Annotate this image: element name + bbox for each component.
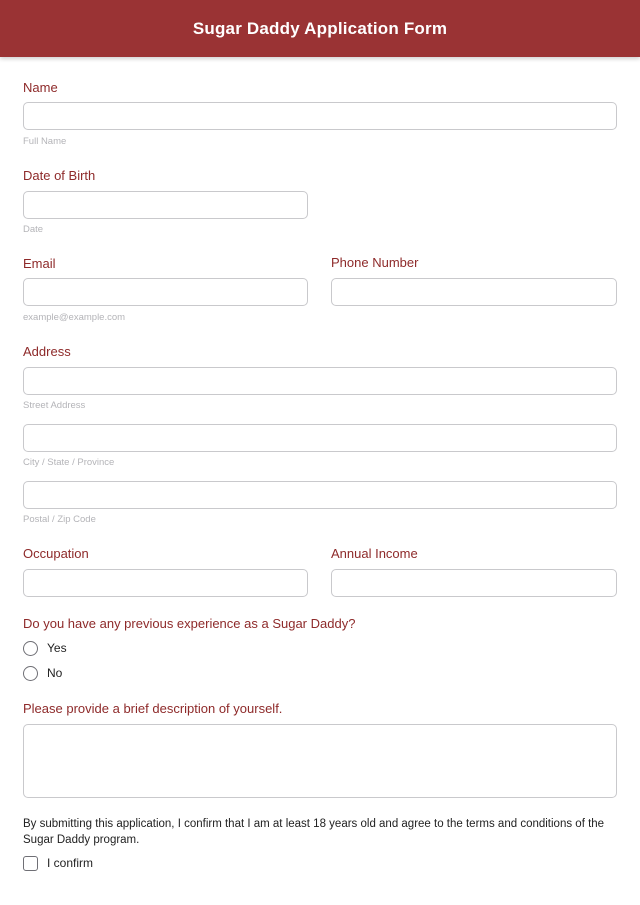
form-header xyxy=(0,0,640,57)
occupation-label: Occupation xyxy=(23,546,89,561)
phone-label: Phone Number xyxy=(331,255,419,270)
street-address-input[interactable] xyxy=(23,367,617,395)
description-textarea[interactable] xyxy=(23,724,617,798)
phone-number-input[interactable] xyxy=(331,278,617,306)
annual-income-input[interactable] xyxy=(331,569,617,597)
confirm-checkbox-label: I confirm xyxy=(47,856,94,870)
postal-code-input[interactable] xyxy=(23,481,617,509)
form-title: Sugar Daddy Application Form xyxy=(192,18,448,38)
radio-no[interactable] xyxy=(23,666,38,681)
radio-no-label: No xyxy=(47,666,63,680)
email-sublabel: example@example.com xyxy=(23,312,126,323)
radio-option-yes[interactable] xyxy=(23,640,67,656)
street-address-sublabel: Street Address xyxy=(23,400,86,411)
radio-option-no[interactable] xyxy=(23,665,62,681)
name-label: Name xyxy=(23,80,58,95)
email-label: Email xyxy=(23,256,56,271)
full-name-input[interactable] xyxy=(23,102,617,130)
description-label: Please provide a brief description of yourself. xyxy=(23,701,283,716)
consent-text: By submitting this application, I confirm that I am at least 18 years old and agree to the terms and conditions of the Sugar Daddy program. xyxy=(23,818,605,846)
full-name-sublabel: Full Name xyxy=(23,136,67,147)
radio-yes-label: Yes xyxy=(47,641,67,655)
address-label: Address xyxy=(23,344,71,359)
confirm-option[interactable] xyxy=(23,855,93,871)
email-input[interactable] xyxy=(23,278,308,306)
occupation-input[interactable] xyxy=(23,569,308,597)
experience-question: Do you have any previous experience as a Sugar Daddy? xyxy=(23,616,356,631)
date-sublabel: Date xyxy=(23,224,44,235)
confirm-checkbox[interactable] xyxy=(23,856,38,871)
postal-code-sublabel: Postal / Zip Code xyxy=(23,514,96,525)
radio-yes[interactable] xyxy=(23,641,38,656)
city-state-input[interactable] xyxy=(23,424,617,452)
date-of-birth-input[interactable] xyxy=(23,191,308,219)
city-state-sublabel: City / State / Province xyxy=(23,457,115,468)
dob-label: Date of Birth xyxy=(23,168,96,183)
income-label: Annual Income xyxy=(331,546,418,561)
